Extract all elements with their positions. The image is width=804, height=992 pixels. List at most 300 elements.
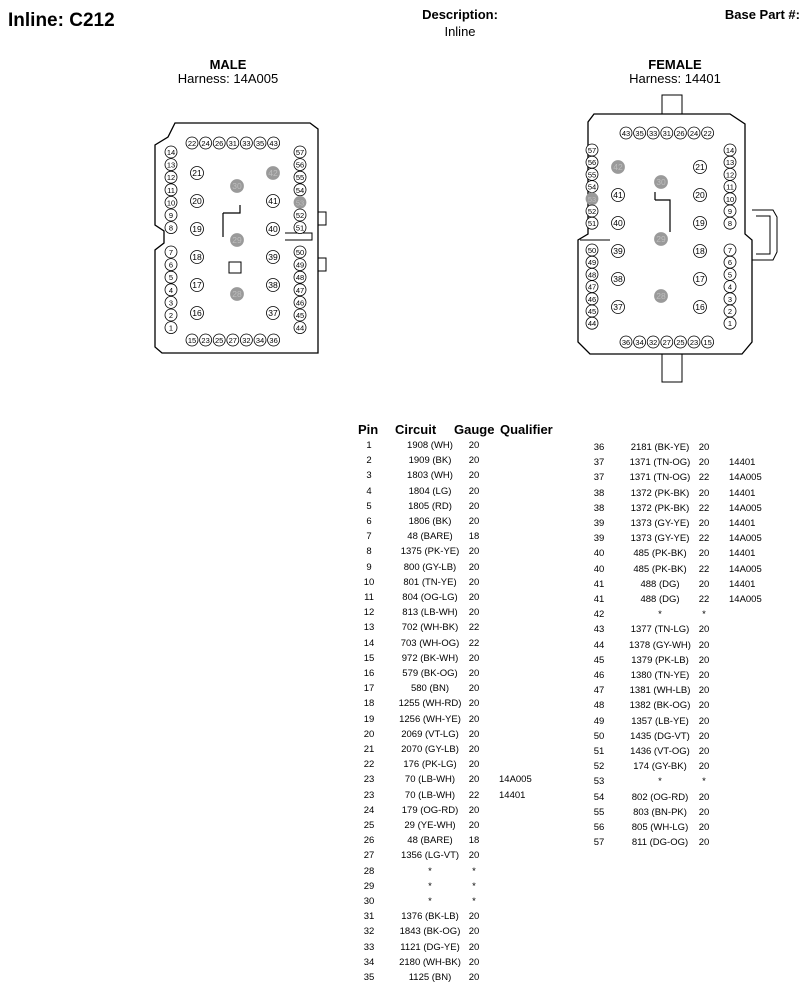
table-row (359, 605, 589, 620)
pin-label: 21 (192, 168, 202, 178)
circuit-cell: 174 (GY-BK) (633, 761, 687, 773)
gauge-cell: 20 (698, 685, 710, 697)
gauge-cell: 20 (698, 761, 710, 773)
pin-cell: 18 (363, 698, 375, 710)
gauge-cell: 22 (698, 472, 710, 484)
pin-label: 56 (587, 158, 597, 168)
circuit-cell: 1372 (PK-BK) (630, 487, 690, 499)
pin-label: 33 (649, 129, 658, 138)
circuit-cell: 179 (OG-RD) (401, 804, 459, 816)
pin-cell: 47 (593, 685, 605, 697)
col-header-circuit: Circuit (395, 422, 437, 437)
pin-cell: 43 (593, 624, 605, 636)
pin-cell: 31 (363, 911, 375, 923)
circuit-cell: 1804 (LG) (408, 485, 452, 497)
pin-cell: 38 (593, 502, 605, 514)
pin-label: 45 (587, 307, 597, 316)
circuit-cell: 1382 (BK-OG) (629, 700, 691, 712)
pin-cell: 29 (363, 880, 375, 892)
table-row (359, 636, 589, 651)
gauge-cell: 20 (468, 759, 480, 771)
table-row (589, 683, 804, 698)
table-row (359, 864, 589, 879)
pin-label: 34 (255, 336, 265, 345)
table-row (589, 835, 804, 850)
table-row (589, 470, 804, 485)
pin-label: 6 (727, 258, 733, 268)
circuit-cell: 1380 (TN-YE) (630, 670, 690, 681)
gauge-cell: 20 (468, 911, 480, 923)
circuit-cell: 1121 (DG-YE) (400, 941, 460, 953)
table-row (359, 803, 589, 818)
pin-label: 14 (725, 146, 735, 155)
pin-cell: 37 (593, 457, 605, 469)
pin-label: 26 (215, 139, 224, 148)
table-row (359, 772, 589, 787)
circuit-cell: 1371 (TN-OG) (629, 472, 691, 484)
circuit-cell: 805 (WH-LG) (631, 822, 689, 833)
circuit-cell: 1375 (PK-YE) (400, 546, 460, 558)
gauge-cell: 22 (468, 637, 480, 649)
circuit-cell: 1255 (WH-RD) (398, 698, 462, 710)
gauge-cell: 20 (698, 578, 710, 590)
pin-label: 28 (232, 289, 242, 299)
table-row (589, 516, 804, 531)
table-row (589, 607, 804, 622)
pin-cell: 14 (363, 637, 375, 649)
pin-cell: 13 (363, 622, 375, 634)
gauge-cell: 20 (468, 926, 480, 938)
pin-label: 51 (295, 223, 305, 233)
circuit-cell: 485 (PK-BK) (633, 563, 687, 575)
pin-cell: 33 (363, 941, 375, 953)
pin-label: 29 (656, 234, 666, 244)
gauge-cell: 20 (468, 668, 480, 679)
pin-label: 31 (662, 129, 671, 138)
pin-cell: 46 (593, 670, 605, 681)
pin-label: 36 (269, 336, 278, 345)
pin-label: 5 (727, 270, 733, 280)
circuit-cell: * (428, 880, 432, 892)
gauge-cell: 18 (468, 835, 480, 847)
pin-cell: 11 (364, 592, 374, 603)
gauge-cell: 20 (468, 500, 480, 512)
pin-cell: 3 (366, 470, 372, 482)
pin-label: 51 (587, 219, 597, 229)
pin-label: 48 (587, 270, 597, 280)
pin-cell: 1 (366, 440, 372, 451)
pin-label: 2 (168, 311, 174, 320)
pin-cell: 48 (593, 700, 605, 712)
female-pin-layer (586, 127, 736, 348)
pin-label: 44 (587, 319, 597, 329)
gauge-cell: 20 (468, 470, 480, 482)
pin-label: 16 (192, 308, 202, 318)
pin-cell: 53 (593, 776, 605, 788)
pin-cell: 2 (366, 455, 372, 467)
pin-cell: 41 (593, 578, 605, 590)
circuit-cell: 1356 (LG-VT) (400, 850, 460, 862)
table-row (589, 759, 804, 774)
description-value: Inline (444, 24, 476, 39)
table-row (359, 833, 589, 848)
gauge-cell: 20 (468, 956, 480, 968)
circuit-cell: 579 (BK-OG) (402, 668, 458, 679)
gauge-cell: 22 (698, 533, 710, 545)
pin-cell: 4 (366, 485, 372, 497)
pin-label: 40 (268, 224, 278, 234)
pin-cell: 51 (593, 746, 605, 757)
circuit-cell: 803 (BN-PK) (633, 806, 687, 818)
table-row (359, 681, 589, 696)
pin-label: 50 (295, 248, 305, 257)
pin-label: 17 (695, 274, 705, 284)
table-row (589, 546, 804, 561)
circuit-cell: 1371 (TN-OG) (629, 457, 691, 469)
pin-label: 24 (201, 139, 210, 148)
gauge-cell: 20 (468, 607, 480, 619)
gauge-cell: 20 (698, 700, 710, 712)
gauge-cell: 20 (698, 518, 710, 529)
gauge-cell: 20 (468, 820, 480, 831)
pin-label: 53 (295, 198, 305, 208)
table-row (359, 712, 589, 727)
table-row (589, 698, 804, 713)
circuit-cell: 2069 (VT-LG) (401, 728, 459, 740)
table-row (359, 894, 589, 909)
pin-cell: 57 (593, 837, 605, 849)
pin-cell: 42 (593, 609, 605, 621)
table-row (589, 501, 804, 516)
circuit-cell: 1436 (VT-OG) (630, 746, 690, 757)
pin-cell: 10 (363, 576, 375, 588)
gauge-cell: 20 (698, 715, 710, 727)
table-row (359, 468, 589, 483)
pin-label: 48 (295, 273, 305, 283)
male-connector-diagram (140, 115, 340, 365)
table-row (359, 970, 589, 985)
col-header-qualifier: Qualifier (500, 422, 553, 437)
table-row (589, 729, 804, 744)
pin-label: 30 (232, 181, 242, 191)
gauge-cell: 20 (468, 683, 480, 695)
pin-label: 25 (215, 336, 224, 345)
circuit-cell: 1379 (PK-LB) (631, 654, 689, 666)
circuit-cell: * (658, 776, 662, 788)
table-row (359, 484, 589, 499)
pin-cell: 40 (593, 548, 605, 560)
table-row (359, 727, 589, 742)
circuit-cell: 1803 (WH) (407, 470, 453, 482)
pin-label: 55 (295, 173, 305, 183)
qualifier-cell: 14401 (729, 578, 756, 590)
pin-label: 38 (613, 274, 623, 284)
pin-label: 15 (703, 338, 712, 347)
pin-cell: 37 (593, 472, 605, 484)
gauge-cell: 20 (468, 744, 480, 755)
pin-label: 10 (725, 194, 735, 204)
pin-cell: 20 (363, 728, 375, 740)
pin-label: 49 (295, 260, 305, 270)
pin-label: 46 (587, 294, 597, 304)
pin-cell: 54 (593, 791, 605, 803)
circuit-cell: * (658, 609, 662, 621)
circuit-cell: 176 (PK-LG) (403, 759, 457, 771)
circuit-cell: 802 (OG-RD) (631, 791, 689, 803)
pin-label: 53 (587, 194, 597, 204)
col-header-gauge: Gauge (454, 422, 495, 437)
pin-label: 11 (726, 182, 734, 192)
pin-cell: 12 (363, 607, 375, 619)
table-row (589, 790, 804, 805)
qualifier-cell: 14A005 (729, 563, 762, 575)
gauge-cell: 20 (698, 624, 710, 636)
circuit-cell: 70 (LB-WH) (404, 789, 456, 801)
pin-label: 22 (187, 139, 197, 148)
pin-label: 9 (727, 207, 733, 216)
pin-label: 46 (295, 298, 305, 308)
table-row (589, 744, 804, 759)
pin-label: 3 (727, 294, 733, 304)
pin-cell: 25 (363, 820, 375, 831)
circuit-cell: 801 (TN-YE) (403, 576, 457, 588)
pin-cell: 40 (593, 563, 605, 575)
pin-label: 57 (295, 148, 305, 157)
circuit-cell: 1805 (RD) (408, 500, 452, 512)
gauge-cell: 20 (468, 455, 480, 467)
pin-label: 3 (168, 298, 174, 308)
pin-label: 26 (676, 129, 685, 138)
pin-label: 43 (269, 139, 278, 148)
pin-cell: 22 (363, 759, 375, 771)
pin-label: 42 (268, 168, 278, 178)
circuit-cell: 1376 (BK-LB) (401, 911, 459, 923)
male-harness: Harness: 14A005 (177, 71, 279, 86)
circuit-cell: 1843 (BK-OG) (399, 926, 461, 938)
base-part-label: Base Part #: (724, 7, 800, 22)
pin-label: 50 (587, 246, 597, 255)
pin-label: 19 (695, 218, 705, 228)
male-title: MALE (209, 57, 247, 72)
gauge-cell: 20 (698, 487, 710, 499)
gauge-cell: * (702, 609, 706, 621)
pin-cell: 8 (366, 546, 372, 558)
pin-label: 13 (166, 160, 176, 170)
pin-label: 11 (167, 185, 175, 195)
circuit-cell: 485 (PK-BK) (633, 548, 687, 560)
pin-cell: 19 (363, 713, 375, 725)
gauge-cell: 22 (468, 622, 480, 634)
circuit-cell: 813 (LB-WH) (402, 607, 458, 619)
circuit-cell: 1378 (GY-WH) (629, 639, 691, 651)
qualifier-cell: 14401 (729, 487, 756, 499)
circuit-cell: 703 (WH-OG) (400, 637, 460, 649)
pin-label: 23 (689, 338, 699, 347)
pin-cell: 50 (593, 730, 605, 742)
pin-cell: 39 (593, 533, 605, 545)
pin-label: 52 (295, 211, 305, 220)
pin-label: 35 (635, 129, 644, 138)
pin-label: 1 (168, 323, 174, 333)
gauge-cell: 20 (698, 548, 710, 560)
table-row (589, 531, 804, 546)
qualifier-cell: 14A005 (729, 502, 762, 514)
qualifier-cell: 14401 (729, 548, 756, 560)
circuit-cell: 1908 (WH) (407, 440, 453, 451)
page-title: Inline: C212 (8, 10, 115, 31)
gauge-cell: 20 (468, 485, 480, 497)
pin-label: 55 (587, 170, 597, 180)
table-row (359, 696, 589, 711)
pin-label: 2 (727, 307, 733, 316)
pin-cell: 44 (593, 639, 605, 651)
qualifier-cell: 14401 (729, 518, 756, 529)
gauge-cell: 20 (468, 713, 480, 725)
circuit-cell: 1381 (WH-LB) (629, 685, 691, 697)
gauge-cell: 20 (468, 941, 480, 953)
circuit-cell: 1372 (PK-BK) (630, 502, 690, 514)
pin-label: 22 (703, 129, 712, 138)
pin-label: 52 (587, 207, 597, 216)
pin-label: 20 (695, 190, 705, 200)
circuit-cell: 804 (OG-LG) (402, 592, 458, 603)
pin-label: 6 (168, 260, 174, 270)
pin-label: 47 (295, 285, 305, 295)
table-row (359, 909, 589, 924)
pin-cell: 55 (593, 806, 605, 818)
pin-label: 23 (201, 336, 210, 345)
pin-label: 54 (295, 185, 305, 195)
gauge-cell: 20 (468, 728, 480, 740)
table-row (359, 560, 589, 575)
table-row (359, 438, 589, 453)
pin-cell: 56 (593, 822, 605, 833)
table-row (359, 788, 589, 803)
qualifier-cell: 14401 (499, 789, 526, 801)
table-row (359, 818, 589, 833)
pin-label: 15 (187, 336, 197, 345)
table-row (359, 666, 589, 681)
pin-label: 38 (268, 280, 278, 290)
pin-label: 33 (242, 139, 251, 148)
pin-label: 21 (695, 162, 705, 172)
table-row (589, 638, 804, 653)
pin-label: 45 (295, 311, 305, 320)
pin-cell: 38 (593, 487, 605, 499)
gauge-cell: 20 (468, 561, 480, 573)
pin-label: 31 (228, 139, 237, 148)
table-row (359, 453, 589, 468)
pin-label: 42 (613, 162, 623, 172)
pin-cell: 32 (363, 926, 375, 938)
circuit-cell: 2181 (BK-YE) (630, 442, 690, 453)
circuit-cell: 1373 (GY-YE) (630, 518, 690, 529)
circuit-cell: 1357 (LB-YE) (631, 715, 689, 727)
pin-cell: 30 (363, 896, 375, 907)
gauge-cell: 20 (698, 791, 710, 803)
pin-label: 12 (166, 173, 176, 183)
table-row (359, 879, 589, 894)
table-row (359, 529, 589, 544)
pin-cell: 23 (363, 774, 375, 786)
gauge-cell: 20 (468, 592, 480, 603)
gauge-cell: 20 (468, 804, 480, 816)
pin-label: 7 (168, 248, 174, 257)
pin-label: 25 (676, 338, 685, 347)
gauge-cell: * (472, 896, 476, 907)
circuit-cell: 800 (GY-LB) (403, 561, 457, 573)
gauge-cell: 20 (698, 837, 710, 849)
qualifier-cell: 14401 (729, 457, 756, 469)
circuit-cell: 1125 (BN) (408, 972, 452, 983)
pin-label: 36 (621, 338, 631, 347)
table-row (359, 742, 589, 757)
pin-label: 57 (587, 146, 597, 155)
circuit-cell: 580 (BN) (410, 683, 449, 695)
pin-label: 27 (662, 338, 671, 347)
female-harness: Harness: 14401 (629, 71, 721, 86)
pin-label: 44 (295, 323, 305, 333)
gauge-cell: 20 (468, 516, 480, 527)
gauge-cell: 22 (698, 502, 710, 514)
gauge-cell: * (472, 865, 476, 877)
pin-label: 8 (168, 223, 174, 233)
pin-label: 54 (587, 182, 597, 192)
circuit-cell: 1377 (TN-LG) (630, 624, 690, 636)
table-row (359, 757, 589, 772)
pin-label: 18 (695, 246, 705, 256)
circuit-cell: 488 (DG) (640, 594, 680, 605)
table-row (589, 820, 804, 835)
pin-cell: 39 (593, 518, 605, 529)
circuit-cell: 1806 (BK) (408, 516, 452, 527)
pin-cell: 28 (363, 865, 375, 877)
table-row (589, 455, 804, 470)
pin-cell: 21 (363, 744, 375, 755)
pin-label: 32 (242, 336, 251, 345)
pin-label: 17 (192, 280, 202, 290)
table-row (589, 440, 804, 455)
pin-label: 47 (587, 282, 597, 292)
table-row (359, 514, 589, 529)
pin-label: 18 (192, 252, 202, 262)
table-row (359, 499, 589, 514)
table-row (359, 590, 589, 605)
pin-cell: 34 (363, 956, 375, 968)
pin-cell: 24 (363, 804, 375, 816)
pin-label: 9 (168, 211, 174, 220)
circuit-cell: 972 (BK-WH) (401, 652, 459, 664)
pin-label: 28 (656, 291, 666, 301)
pin-label: 14 (166, 148, 176, 157)
pin-label: 37 (268, 308, 278, 318)
gauge-cell: 20 (698, 730, 710, 742)
pin-label: 35 (255, 139, 265, 148)
table-row (589, 592, 804, 607)
table-row (589, 562, 804, 577)
gauge-cell: 22 (698, 594, 710, 605)
circuit-cell: 29 (YE-WH) (404, 820, 456, 831)
pin-label: 5 (168, 273, 174, 283)
table-row (589, 577, 804, 592)
pin-label: 4 (168, 285, 174, 295)
pin-cell: 5 (366, 500, 372, 512)
pin-label: 37 (613, 302, 623, 312)
pin-label: 30 (656, 177, 666, 187)
circuit-cell: * (428, 865, 432, 877)
circuit-cell: 1373 (GY-YE) (630, 533, 690, 545)
gauge-cell: 20 (698, 670, 710, 681)
